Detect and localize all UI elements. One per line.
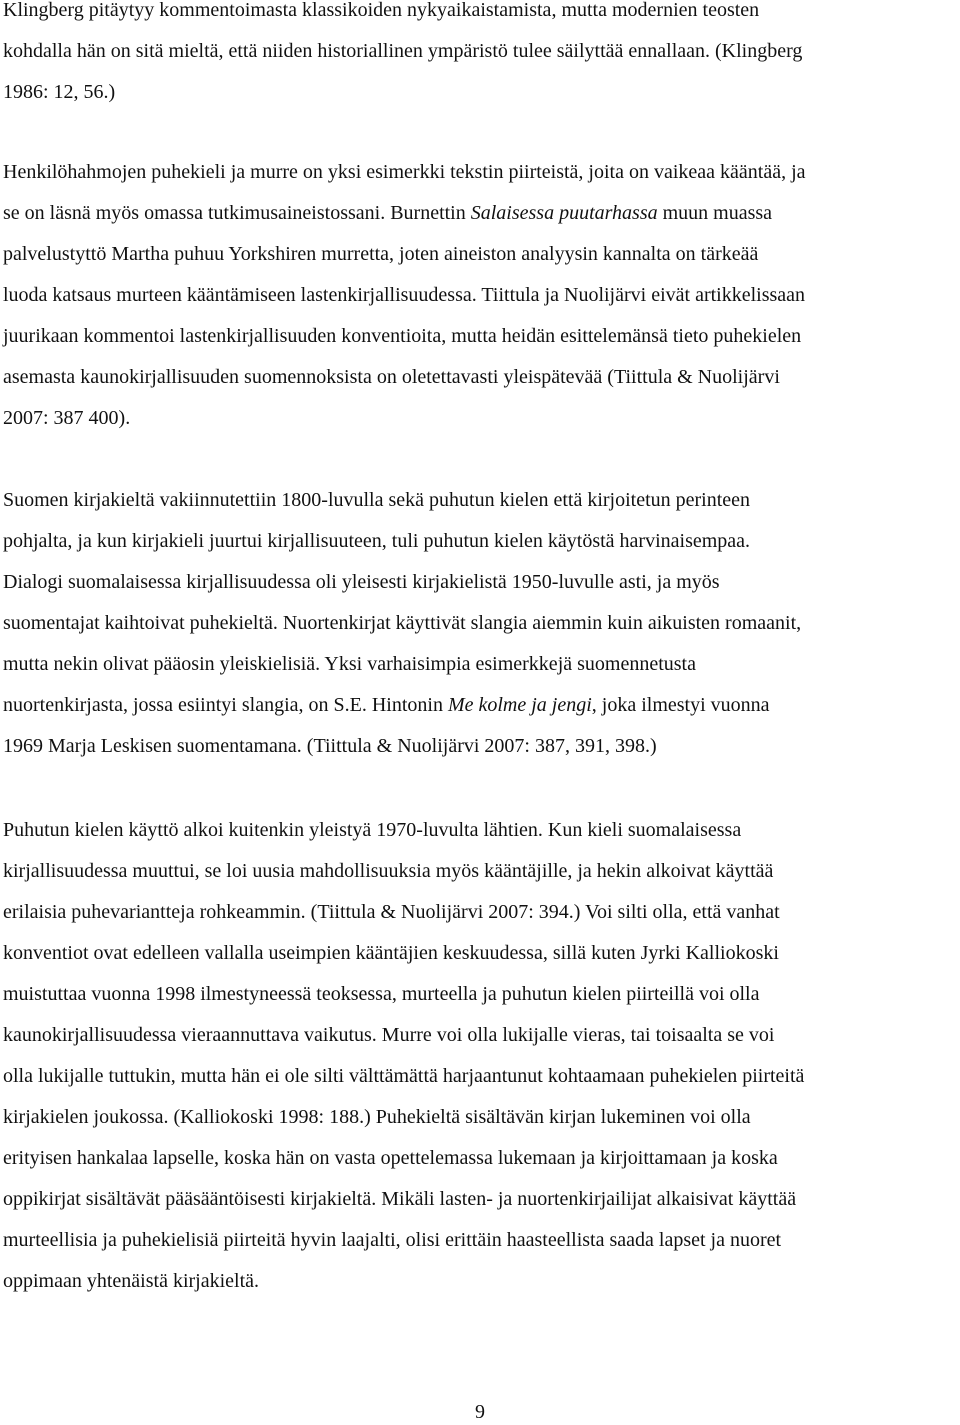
text-line [3,851,804,892]
text-run: palvelustyttö Martha puhuu Yorkshiren murretta, joten aineiston analyysin kannalta on tärkeää [3,243,759,265]
text-line [3,398,806,439]
text-line [3,1179,804,1220]
text-run: 2007: 387 400). [3,407,131,429]
text-run: oppimaan yhtenäistä kirjakieltä. [3,1270,260,1292]
text-line [3,480,801,521]
text-line [3,644,801,685]
text-line [3,726,801,767]
text-line [3,1220,804,1261]
text-line [3,974,804,1015]
text-line [3,562,801,603]
text-run: se on läsnä myös omassa tutkimusaineistossani. Burnettin [3,202,471,224]
text-run: muun muassa [657,202,773,224]
text-run: mutta nekin olivat pääosin yleiskielisiä. Yksi varhaisimpia esimerkkejä suomennetusta [3,653,696,675]
italic-title: Me kolme ja jengi [447,694,592,716]
page-number: 9 [475,1401,485,1423]
text-line [3,31,802,72]
text-run: Dialogi suomalaisessa kirjallisuudessa oli yleisesti kirjakielistä 1950-luvulle asti, ja myös [3,571,720,593]
text-line [3,316,806,357]
text-line [3,810,804,851]
text-line [3,1015,804,1056]
text-run: olla lukijalle tuttukin, mutta hän ei ole silti välttämättä harjaantunut kohtaamaan puhekielen piirteitä [3,1065,805,1087]
text-run: luoda katsaus murteen kääntämiseen lastenkirjallisuudessa. Tiittula ja Nuolijärvi eivät artikkelissaan [3,284,806,306]
text-line [3,0,802,31]
text-run: nuortenkirjasta, jossa esiintyi slangia, on S.E. Hintonin [3,694,448,716]
text-line [3,1056,804,1097]
text-run: kaunokirjallisuudessa vieraannuttava vaikutus. Murre voi olla lukijalle vieras, tai toisaalta se voi [3,1024,775,1046]
text-line [3,152,806,193]
text-run: Puhutun kielen käyttö alkoi kuitenkin yleistyä 1970-luvulta lähtien. Kun kieli suomalaisessa [3,819,742,841]
text-run: asemasta kaunokirjallisuuden suomennoksista on oletettavasti yleispätevää (Tiittula & Nuolijärvi [3,366,780,388]
text-line [3,275,806,316]
text-run: juurikaan kommentoi lastenkirjallisuuden konventioita, mutta heidän esittelemänsä tieto puhekielen [3,325,802,347]
paragraph-4 [3,810,804,1302]
text-run: kirjakielen joukossa. (Kalliokoski 1998: 188.) Puhekieltä sisältävän kirjan lukeminen voi olla [3,1106,751,1128]
text-line [3,1261,804,1302]
text-run: muistuttaa vuonna 1998 ilmestyneessä teoksessa, murteella ja puhutun kielen piirteillä voi olla [3,983,760,1005]
text-run: kohdalla hän on sitä mieltä, että niiden historiallinen ympäristö tulee säilyttää ennallaan. (Klingberg [3,40,803,62]
text-line [3,193,806,234]
text-run: Suomen kirjakieltä vakiinnutettiin 1800-luvulla sekä puhutun kielen että kirjoitetun perinteen [3,489,751,511]
text-run: murteellisia ja puhekielisiä piirteitä hyvin laajalti, olisi erittäin haasteellista saada lapset ja nuoret [3,1229,782,1251]
text-line [3,603,801,644]
paragraph-2 [3,152,806,439]
text-run: suomentajat kaihtoivat puhekieltä. Nuortenkirjat käyttivät slangia aiemmin kuin aikuisten romaanit, [3,612,802,634]
text-line [3,1138,804,1179]
text-run: 1969 Marja Leskisen suomentamana. (Tiittula & Nuolijärvi 2007: 387, 391, 398.) [3,735,657,757]
text-run: , joka ilmestyi vuonna [591,694,770,716]
text-run: Klingberg pitäytyy kommentoimasta klassikoiden nykyaikaistamista, mutta modernien teosten [3,0,760,21]
paragraph-3 [3,480,801,767]
text-run: oppikirjat sisältävät pääsääntöisesti kirjakieltä. Mikäli lasten- ja nuortenkirjailijat alkaisivat käyttää [3,1188,797,1210]
text-line [3,72,802,113]
text-line [3,521,801,562]
italic-title: Salaisessa puutarhassa [470,202,658,224]
text-line [3,892,804,933]
text-line [3,234,806,275]
text-line [3,1097,804,1138]
text-line [3,357,806,398]
text-run: Henkilöhahmojen puhekieli ja murre on yksi esimerkki tekstin piirteistä, joita on vaikeaa kääntää, ja [3,161,806,183]
text-run: erityisen hankalaa lapselle, koska hän on vasta opettelemassa lukemaan ja kirjoittamaan ja koska [3,1147,778,1169]
text-run: pohjalta, ja kun kirjakieli juurtui kirjallisuuteen, tuli puhutun kielen käytöstä harvinaisempaa. [3,530,751,552]
text-run: 1986: 12, 56.) [3,81,116,103]
paragraph-1 [3,0,802,113]
text-run: konventiot ovat edelleen vallalla useimpien kääntäjien keskuudessa, sillä kuten Jyrki Kalliokoski [3,942,779,964]
text-line [3,685,801,726]
text-run: erilaisia puhevariantteja rohkeammin. (Tiittula & Nuolijärvi 2007: 394.) Voi silti olla, että vanhat [3,901,780,923]
text-run: kirjallisuudessa muuttui, se loi uusia mahdollisuuksia myös kääntäjille, ja hekin alkoivat käyttää [3,860,774,882]
text-line [3,933,804,974]
